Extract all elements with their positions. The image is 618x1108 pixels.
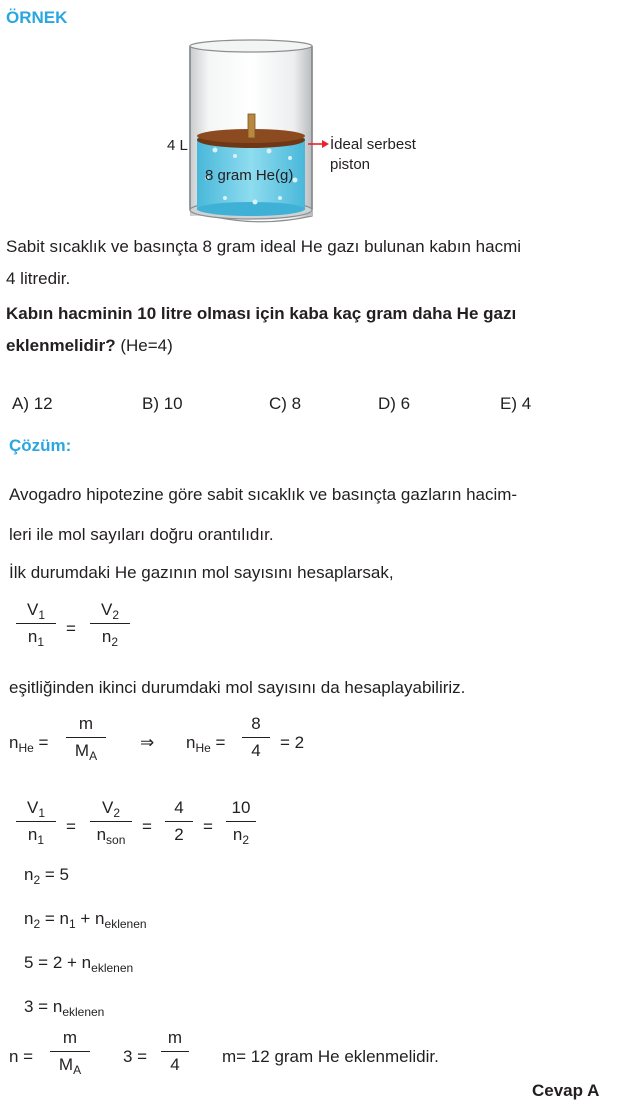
- implies-arrow: ⇒: [140, 733, 155, 752]
- solution-p2: İlk durumdaki He gazının mol sayısını hesaplarsak,: [9, 563, 394, 582]
- equals-sign: =: [66, 619, 76, 638]
- volume-label: 4 L: [167, 137, 188, 154]
- option-a[interactable]: A) 12: [12, 394, 53, 413]
- n2-equals-5: $n_2 = 5$: [24, 865, 69, 887]
- piston-label-line2: piston: [330, 156, 371, 173]
- five-sum: $5 = 2 + n_{eklenen}$: [24, 953, 134, 975]
- n-equals: n =: [9, 1047, 34, 1066]
- solution-p1-line2: leri ile mol sayıları doğru orantılıdır.: [9, 525, 274, 544]
- solution-heading: Çözüm:: [9, 436, 72, 455]
- fraction-10-n2: 10 $n_2$: [226, 798, 256, 845]
- option-b[interactable]: B) 10: [142, 394, 183, 413]
- option-e[interactable]: E) 4: [500, 394, 532, 413]
- equals-sign: =: [203, 817, 213, 836]
- question-line1: Sabit sıcaklık ve basınçta 8 gram ideal He gazı bulunan kabın hacmi: [6, 237, 522, 256]
- fraction-v2-n2: $V_2$ $n_2$: [90, 600, 130, 647]
- option-d[interactable]: D) 6: [378, 394, 411, 413]
- eq-added-text: 3 =: [24, 997, 53, 1016]
- n-he-label-2: $n_{He}$ =: [186, 733, 226, 755]
- fraction-8-4: 8 4: [242, 714, 270, 761]
- question-line2: 4 litredir.: [6, 269, 71, 288]
- fraction-v2-nson: $V_2$ $n_{son}$: [90, 798, 132, 845]
- fraction-m-ma-2: m $M_A$: [50, 1028, 90, 1075]
- fraction-v1-n1-2: $V_1$ $n_1$: [16, 798, 56, 845]
- fraction-v1-n1: $V_1$ $n_1$: [16, 600, 56, 647]
- n-he-label: $n_{He}$ =: [9, 733, 49, 755]
- fraction-4-2: 4 2: [165, 798, 193, 845]
- answer: Cevap A: [532, 1081, 600, 1100]
- question-bold-line2-row: [6, 335, 173, 357]
- final-text: m= 12 gram He eklenmelidir.: [222, 1047, 439, 1066]
- three-added: $3 = n_{eklenen}$: [24, 997, 105, 1019]
- equals-sign: =: [142, 817, 152, 836]
- solution-p1-line1: Avogadro hipotezine göre sabit sıcaklık ve basınçta gazların hacim-: [9, 485, 518, 504]
- question-bold-line2: eklenmelidir?: [6, 336, 116, 355]
- gas-label: 8 gram He(g): [205, 167, 294, 184]
- equals-sign: =: [66, 817, 76, 836]
- fraction-m-4: m 4: [161, 1028, 189, 1075]
- fraction-m-ma: m $M_A$: [66, 714, 106, 761]
- eq-result: = 2: [280, 733, 305, 752]
- piston-label-line1: İdeal serbest: [330, 136, 416, 153]
- three-equals: 3 =: [123, 1047, 148, 1066]
- piston-label: [330, 135, 416, 175]
- question-bold-line1: Kabın hacminin 10 litre olması için kaba kaç gram daha He gazı: [6, 304, 517, 323]
- question-given: (He=4): [115, 336, 173, 355]
- beaker-figure: [165, 38, 465, 228]
- eq-sum-text: 5 = 2 +: [24, 953, 82, 972]
- option-c[interactable]: C) 8: [269, 394, 302, 413]
- solution-p3: eşitliğinden ikinci durumdaki mol sayısını da hesaplayabiliriz.: [9, 678, 466, 697]
- beaker-diagram: [165, 38, 465, 228]
- n2-sum: $n_2 = n_1 + n_{eklenen}$: [24, 909, 147, 931]
- example-heading: ÖRNEK: [6, 8, 68, 27]
